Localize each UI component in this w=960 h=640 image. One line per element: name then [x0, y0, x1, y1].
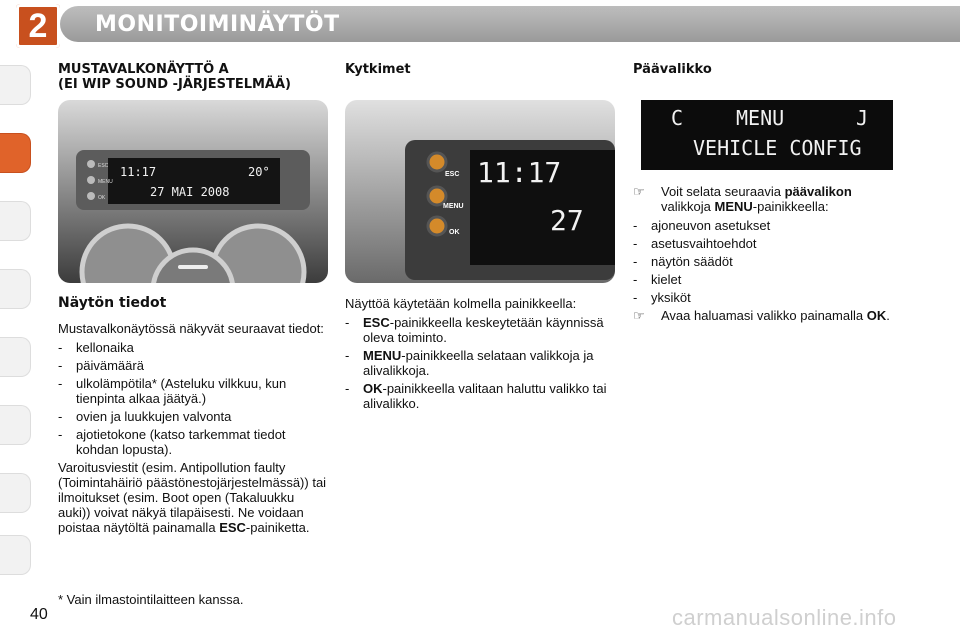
side-tab-7[interactable]	[0, 473, 31, 513]
esc-bold: ESC	[363, 315, 390, 330]
switches-text	[345, 296, 617, 414]
list-item: - näytön säädöt	[633, 254, 905, 269]
photo1-btn-esc: ESC	[98, 163, 109, 169]
display-info-heading: Näytön tiedot	[58, 295, 167, 311]
photo2-value: 27	[550, 204, 584, 237]
esc-desc: -painikkeella keskeytetään käynnissä oleva toiminto.	[363, 315, 604, 345]
bullet2-ok-bold: OK	[866, 308, 887, 323]
section-heading-mono-display	[58, 62, 291, 92]
mono-display-photo	[58, 100, 328, 283]
bullet2-pre: Avaa haluamasi valikko painamalla	[661, 308, 864, 323]
photo2-btn-ok: OK	[449, 229, 460, 236]
list-item	[345, 315, 617, 345]
list-item: - asetusvaihtoehdot	[633, 236, 905, 251]
photo1-btn-menu: MENU	[98, 179, 113, 185]
photo1-temp: 20°	[248, 165, 270, 179]
list-item: - kielet	[633, 272, 905, 287]
photo2-time: 11:17	[477, 156, 562, 189]
bullet1-pre: Voit selata seuraavia	[661, 184, 781, 199]
side-tab-2-active[interactable]	[0, 133, 31, 173]
switches-list	[345, 315, 617, 411]
bullet1-tail: -painikkeella:	[752, 199, 829, 214]
side-tab-1[interactable]	[0, 65, 31, 105]
warning-esc-bold: ESC	[219, 520, 246, 535]
list-item: - ovien ja luukkujen valvonta	[58, 409, 328, 424]
lcd-vehicle-config: VEHICLE CONFIG	[693, 136, 862, 160]
bullet1-menu-bold: MENU	[714, 199, 753, 214]
chapter-number-badge: 2	[16, 4, 60, 48]
list-item	[345, 348, 617, 378]
list-item	[345, 381, 617, 411]
page-title: MONITOIMINÄYTÖT	[95, 12, 340, 37]
photo2-btn-menu: MENU	[443, 203, 464, 210]
heading-line-2: (EI WIP SOUND -JÄRJESTELMÄÄ)	[58, 77, 291, 92]
watermark: carmanualsonline.info	[672, 605, 897, 630]
main-menu-text	[633, 184, 905, 327]
list-item: - yksiköt	[633, 290, 905, 305]
display-info-intro: Mustavalkonäytössä näkyvät seuraavat tiedot:	[58, 321, 324, 336]
side-tab-5[interactable]	[0, 337, 31, 377]
lcd-bracket-left: C	[671, 106, 684, 130]
switches-photo	[345, 100, 615, 283]
photo2-btn-esc: ESC	[445, 171, 460, 178]
list-item: - ajotietokone (katso tarkemmat tiedot kohdan lopusta).	[58, 427, 328, 457]
side-tab-3[interactable]	[0, 201, 31, 241]
ok-bold: OK	[363, 381, 383, 396]
switches-intro: Näyttöä käytetään kolmella painikkeella:	[345, 296, 577, 311]
display-info-list	[58, 340, 328, 457]
section-heading-main-menu: Päävalikko	[633, 62, 712, 77]
list-item: - ajoneuvon asetukset	[633, 218, 905, 233]
side-tab-6[interactable]	[0, 405, 31, 445]
bullet1-bold: päävalikon	[784, 184, 852, 199]
section-heading-switches: Kytkimet	[345, 62, 411, 77]
bullet1-mid: valikkoja	[661, 199, 711, 214]
photo1-btn-ok: OK	[98, 195, 106, 201]
pointing-hand-icon: ☞	[633, 184, 645, 199]
side-tab-8[interactable]	[0, 535, 31, 575]
bullet2-tail: .	[886, 308, 890, 323]
main-menu-bullet-2	[633, 308, 905, 323]
warning-tail: -painiketta.	[245, 520, 310, 535]
menu-bold: MENU	[363, 348, 402, 363]
footnote: * Vain ilmastointilaitteen kanssa.	[58, 592, 244, 607]
heading-line-1: MUSTAVALKONÄYTTÖ A	[58, 62, 229, 77]
warning-paragraph	[58, 460, 328, 535]
page-number: 40	[30, 606, 48, 623]
lcd-bracket-right: J	[856, 106, 869, 130]
pointing-hand-icon: ☞	[633, 308, 645, 323]
page-header	[0, 0, 960, 48]
list-item: - kellonaika	[58, 340, 328, 355]
photo1-date: 27 MAI 2008	[150, 185, 230, 199]
main-menu-bullet-1	[633, 184, 905, 214]
menu-desc: -painikkeella selataan valikkoja ja alivalikkoja.	[363, 348, 594, 378]
side-tab-4[interactable]	[0, 269, 31, 309]
list-item: - ulkolämpötila* (Asteluku vilkkuu, kun tienpinta alkaa jäätyä.)	[58, 376, 328, 406]
display-info-text	[58, 321, 328, 539]
main-menu-items	[633, 218, 905, 305]
chapter-side-tabs	[0, 65, 30, 575]
main-menu-lcd	[641, 100, 893, 170]
photo1-time: 11:17	[120, 165, 157, 179]
warning-text: Varoitusviestit (esim. Antipollution faulty (Toimintahäiriö päästönestojärjestelmässä)) tai ilmoitukset (esim. Boot open (Takaluukku auki)) voivat näkyä tilapäisesti. Ne voidaan poistaa näytöltä painamalla	[58, 460, 327, 535]
list-item: - päivämäärä	[58, 358, 328, 373]
lcd-menu-text: MENU	[736, 106, 785, 130]
ok-desc: -painikkeella valitaan haluttu valikko tai alivalikko.	[363, 381, 607, 411]
